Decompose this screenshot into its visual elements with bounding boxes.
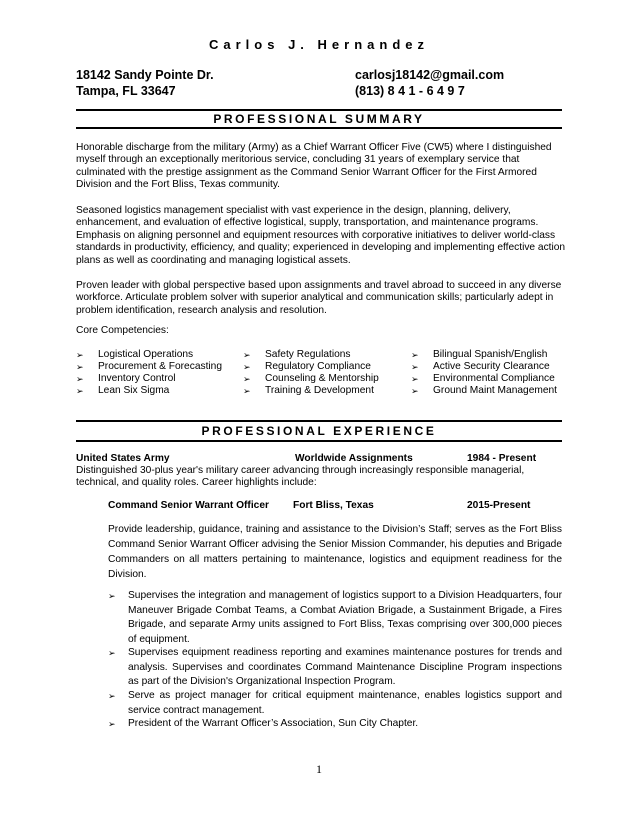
competency-column-2 [243,349,379,397]
arrow-bullet-icon: ➢ [76,374,84,384]
arrow-bullet-icon: ➢ [243,386,251,396]
divider-rule [76,440,562,442]
arrow-bullet-icon: ➢ [108,591,116,601]
summary-paragraph-1: Honorable discharge from the military (Army) as a Chief Warrant Officer Five (CW5) where I distinguished myself through an exceptionally meritorious service, concluding 31 years of exemplary service that culminated with the prestige assignment as the Command Senior Warrant Officer for the First Armored Division and the Fort Bliss, Texas community. [76,142,552,191]
competency-item: ➢ Lean Six Sigma [76,385,170,396]
competency-item: ➢ Counseling & Mentorship [243,373,379,384]
arrow-bullet-icon: ➢ [243,374,251,384]
competency-item: ➢ Bilingual Spanish/English [411,349,548,360]
competency-item: ➢ Logistical Operations [76,349,194,360]
list-item [108,589,562,647]
address-block [76,67,214,99]
list-item [108,646,562,690]
summary-paragraph-2: Seasoned logistics management specialist with vast experience in the design, planning, delivery, enhancement, and evaluation of effective logistical, supply, transportation, and maintenance programs. Emphasis on aligning personnel and equipment resources with corporative initiatives to deliver world-class standards in productivity, efficiency, and quality; experienced in developing and implementing effective action plans as well as coordinating and managing logistical assets. [76,205,566,266]
competency-item: ➢ Procurement & Forecasting [76,361,223,372]
bullet-text: Supervises equipment readiness reporting and examines maintenance postures for trends and analysis. Supervises and coordinates Command Maintenance Discipline Program inspections as part of the Division's Organizational Inspection Program. [128,647,562,687]
list-item [108,689,562,718]
arrow-bullet-icon: ➢ [411,374,419,384]
divider-rule [76,109,562,111]
email-link[interactable]: carlosj18142@gmail.com [355,68,505,82]
experience-heading: PROFESSIONAL EXPERIENCE [201,424,437,438]
arrow-bullet-icon: ➢ [108,719,116,729]
contact-block [355,67,504,99]
core-competencies-label: Core Competencies: [76,325,169,336]
competency-column-1 [76,349,222,397]
candidate-name: Carlos J. Hernandez [209,37,429,52]
arrow-bullet-icon: ➢ [411,362,419,372]
address-line-1: 18142 Sandy Pointe Dr. [76,68,214,82]
position-location: Fort Bliss, Texas [293,500,374,511]
competency-item: ➢ Active Security Clearance [411,361,550,372]
divider-rule [76,420,562,422]
competency-column-3 [411,349,557,397]
arrow-bullet-icon: ➢ [76,350,84,360]
phone-number: (813) 8 4 1 - 6 4 9 7 [355,84,465,98]
arrow-bullet-icon: ➢ [108,691,116,701]
arrow-bullet-icon: ➢ [411,386,419,396]
bullet-text: Supervises the integration and management of logistics support to a Division Headquarters, four Maneuver Brigade Combat Teams, a Combat Aviation Brigade, a Sustainment Brigade, a Fires Brigade, and separate Army units assigned to Fort Bliss, Texas comprising over 300,000 pieces of equipment. [128,590,562,645]
arrow-bullet-icon: ➢ [243,362,251,372]
summary-heading: PROFESSIONAL SUMMARY [213,112,425,126]
arrow-bullet-icon: ➢ [108,648,116,658]
employer-name: United States Army [76,453,170,464]
page-number: 1 [316,762,322,776]
arrow-bullet-icon: ➢ [243,350,251,360]
competency-item: ➢ Ground Maint Management [411,385,558,396]
position-title: Command Senior Warrant Officer [108,500,269,511]
competency-item: ➢ Environmental Compliance [411,373,555,384]
competency-item: ➢ Safety Regulations [243,349,351,360]
employer-dates: 1984 - Present [467,453,537,464]
summary-paragraph-3: Proven leader with global perspective based upon assignments and travel abroad to succeed in any diverse workforce. Articulate problem solver with superior analytical and communication skills; particularly adept in problem identification, research analysis and resolution. [76,280,562,316]
address-line-2: Tampa, FL 33647 [76,84,176,98]
position-dates: 2015-Present [467,500,531,511]
arrow-bullet-icon: ➢ [76,362,84,372]
list-item [108,717,562,732]
employer-description: Distinguished 30-plus year's military career advancing through increasingly responsible managerial, technical, and quality roles. Career highlights include: [76,465,525,489]
divider-rule [76,127,562,129]
competency-item: ➢ Regulatory Compliance [243,361,371,372]
competency-item: ➢ Training & Development [243,385,374,396]
arrow-bullet-icon: ➢ [411,350,419,360]
employer-location: Worldwide Assignments [295,453,413,464]
bullet-text: President of the Warrant Officer’s Association, Sun City Chapter. [128,718,419,729]
bullet-text: Serve as project manager for critical equipment maintenance, enables logistics support and service contract management. [128,690,562,716]
competency-item: ➢ Inventory Control [76,373,176,384]
arrow-bullet-icon: ➢ [76,386,84,396]
position-description: Provide leadership, guidance, training and assistance to the Division’s Staff; serves as the Fort Bliss Command Senior Warrant Officer advising the Senior Mission Commander, his deputies and Brigade Commanders on all matters pertaining to maintenance, logistics and equipment readiness for the Division. [108,524,562,580]
